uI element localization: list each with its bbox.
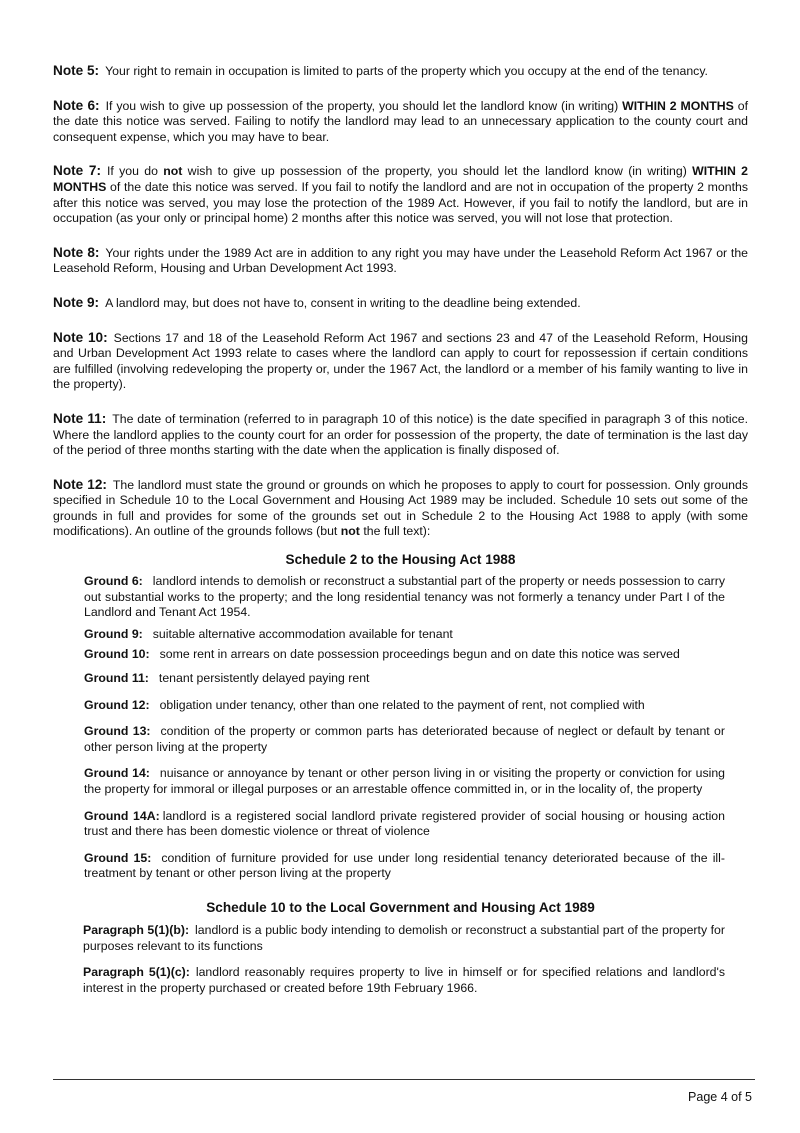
ground-10: Ground 10: some rent in arrears on date possession proceedings begun and on date this notice was served: [84, 647, 680, 662]
page-number: Page 4 of 5: [688, 1090, 752, 1104]
ground-9: Ground 9: suitable alternative accommodation available for tenant: [84, 626, 453, 641]
note-6: Note 6: If you wish to give up possession of the property, you should let the landlord know (in writing) WITHIN 2 MONTHS of the date this notice was served. Failing to notify the landlord may lead to an unnecessary application to the county court and consequent expense, which you may have to bear.: [53, 97, 748, 144]
ground-14a: Ground 14A: landlord is a registered social landlord private registered provider of social housing or housing action trust and there has been domestic violence or threat of violence: [84, 808, 725, 839]
ground-15: Ground 15: condition of furniture provided for use under long residential tenancy deteriorated because of the ill-treatment by tenant or other person living at the property: [84, 850, 725, 881]
ground-12: Ground 12: obligation under tenancy, other than one related to the payment of rent, not complied with: [84, 697, 645, 712]
ground-6: Ground 6: landlord intends to demolish or reconstruct a substantial part of the property or needs possession to carry out substantial works to the property; and the long residential tenancy was not formerly a tenancy under Part I of the Landlord and Tenant Act 1954.: [84, 574, 725, 620]
note-11: Note 11: The date of termination (referred to in paragraph 10 of this notice) is the date specified in paragraph 3 of this notice. Where the landlord applies to the county court for an order for possession of the property, the date of termination is the last day of the period of three months starting with the date when the application is finally disposed of.: [53, 410, 748, 458]
ground-14: Ground 14: nuisance or annoyance by tenant or other person living in or visiting the property or conviction for using the property for immoral or illegal purposes or an arrestable offence committed in, or in the locality of, the property: [84, 766, 726, 796]
note-9: Note 9: A landlord may, but does not have to, consent in writing to the deadline being extended.: [53, 294, 581, 310]
note-7: Note 7: If you do not wish to give up possession of the property, you should let the landlord know (in writing) WITHIN 2 MONTHS of the date this notice was served. If you fail to notify the landlord and are not in occupation of the property 2 months after this notice was served, you may lose the protection of the 1989 Act. However, if you fail to notify the landlord, but are in occupation (as your only or principal home) 2 months after this notice was served, you will not lose that protection.: [53, 163, 749, 226]
paragraph-5-1-c: Paragraph 5(1)(c): landlord reasonably requires property to live in himself or for specified relations and landlord's interest in the property purchased or created before 19th February 1966.: [83, 965, 726, 995]
note-10: Note 10: Sections 17 and 18 of the Leasehold Reform Act 1967 and sections 23 and 47 of the Leasehold Reform, Housing and Urban Development Act 1993 relate to cases where the landlord can apply to court for repossession if certain conditions are fulfilled (involving redeveloping the property or, under the 1967 Act, the landlord or a member of his family wanting to live in the property).: [53, 329, 748, 392]
schedule-10-title: Schedule 10 to the Local Government and Housing Act 1989: [206, 899, 595, 915]
ground-13: Ground 13: condition of the property or common parts has deteriorated because of neglect or default by tenant or other person living at the property: [84, 724, 725, 754]
note-12: Note 12: The landlord must state the ground or grounds on which he proposes to apply to court for possession. Only grounds specified in Schedule 10 to the Local Government and Housing Act 1989 may be included. Schedule 10 sets out some of the grounds in full and provides for some of the grounds set out in Schedule 2 to the Housing Act 1988 to apply (with some modifications). An outline of the grounds follows (but not the full text):: [53, 476, 748, 539]
note-8: Note 8: Your rights under the 1989 Act are in addition to any right you may have under the Leasehold Reform Act 1967 or the Leasehold Reform, Housing and Urban Development Act 1993.: [53, 244, 748, 276]
footer-divider: [53, 1079, 755, 1080]
ground-11: Ground 11: tenant persistently delayed paying rent: [84, 671, 370, 686]
note-5: Note 5: Your right to remain in occupation is limited to parts of the property which you occupy at the end of the tenancy.: [53, 63, 708, 78]
schedule-2-title: Schedule 2 to the Housing Act 1988: [285, 552, 516, 568]
paragraph-5-1-b: Paragraph 5(1)(b): landlord is a public body intending to demolish or reconstruct a substantial part of the property for purposes relevant to its functions: [83, 922, 725, 953]
document-body: [53, 63, 748, 996]
